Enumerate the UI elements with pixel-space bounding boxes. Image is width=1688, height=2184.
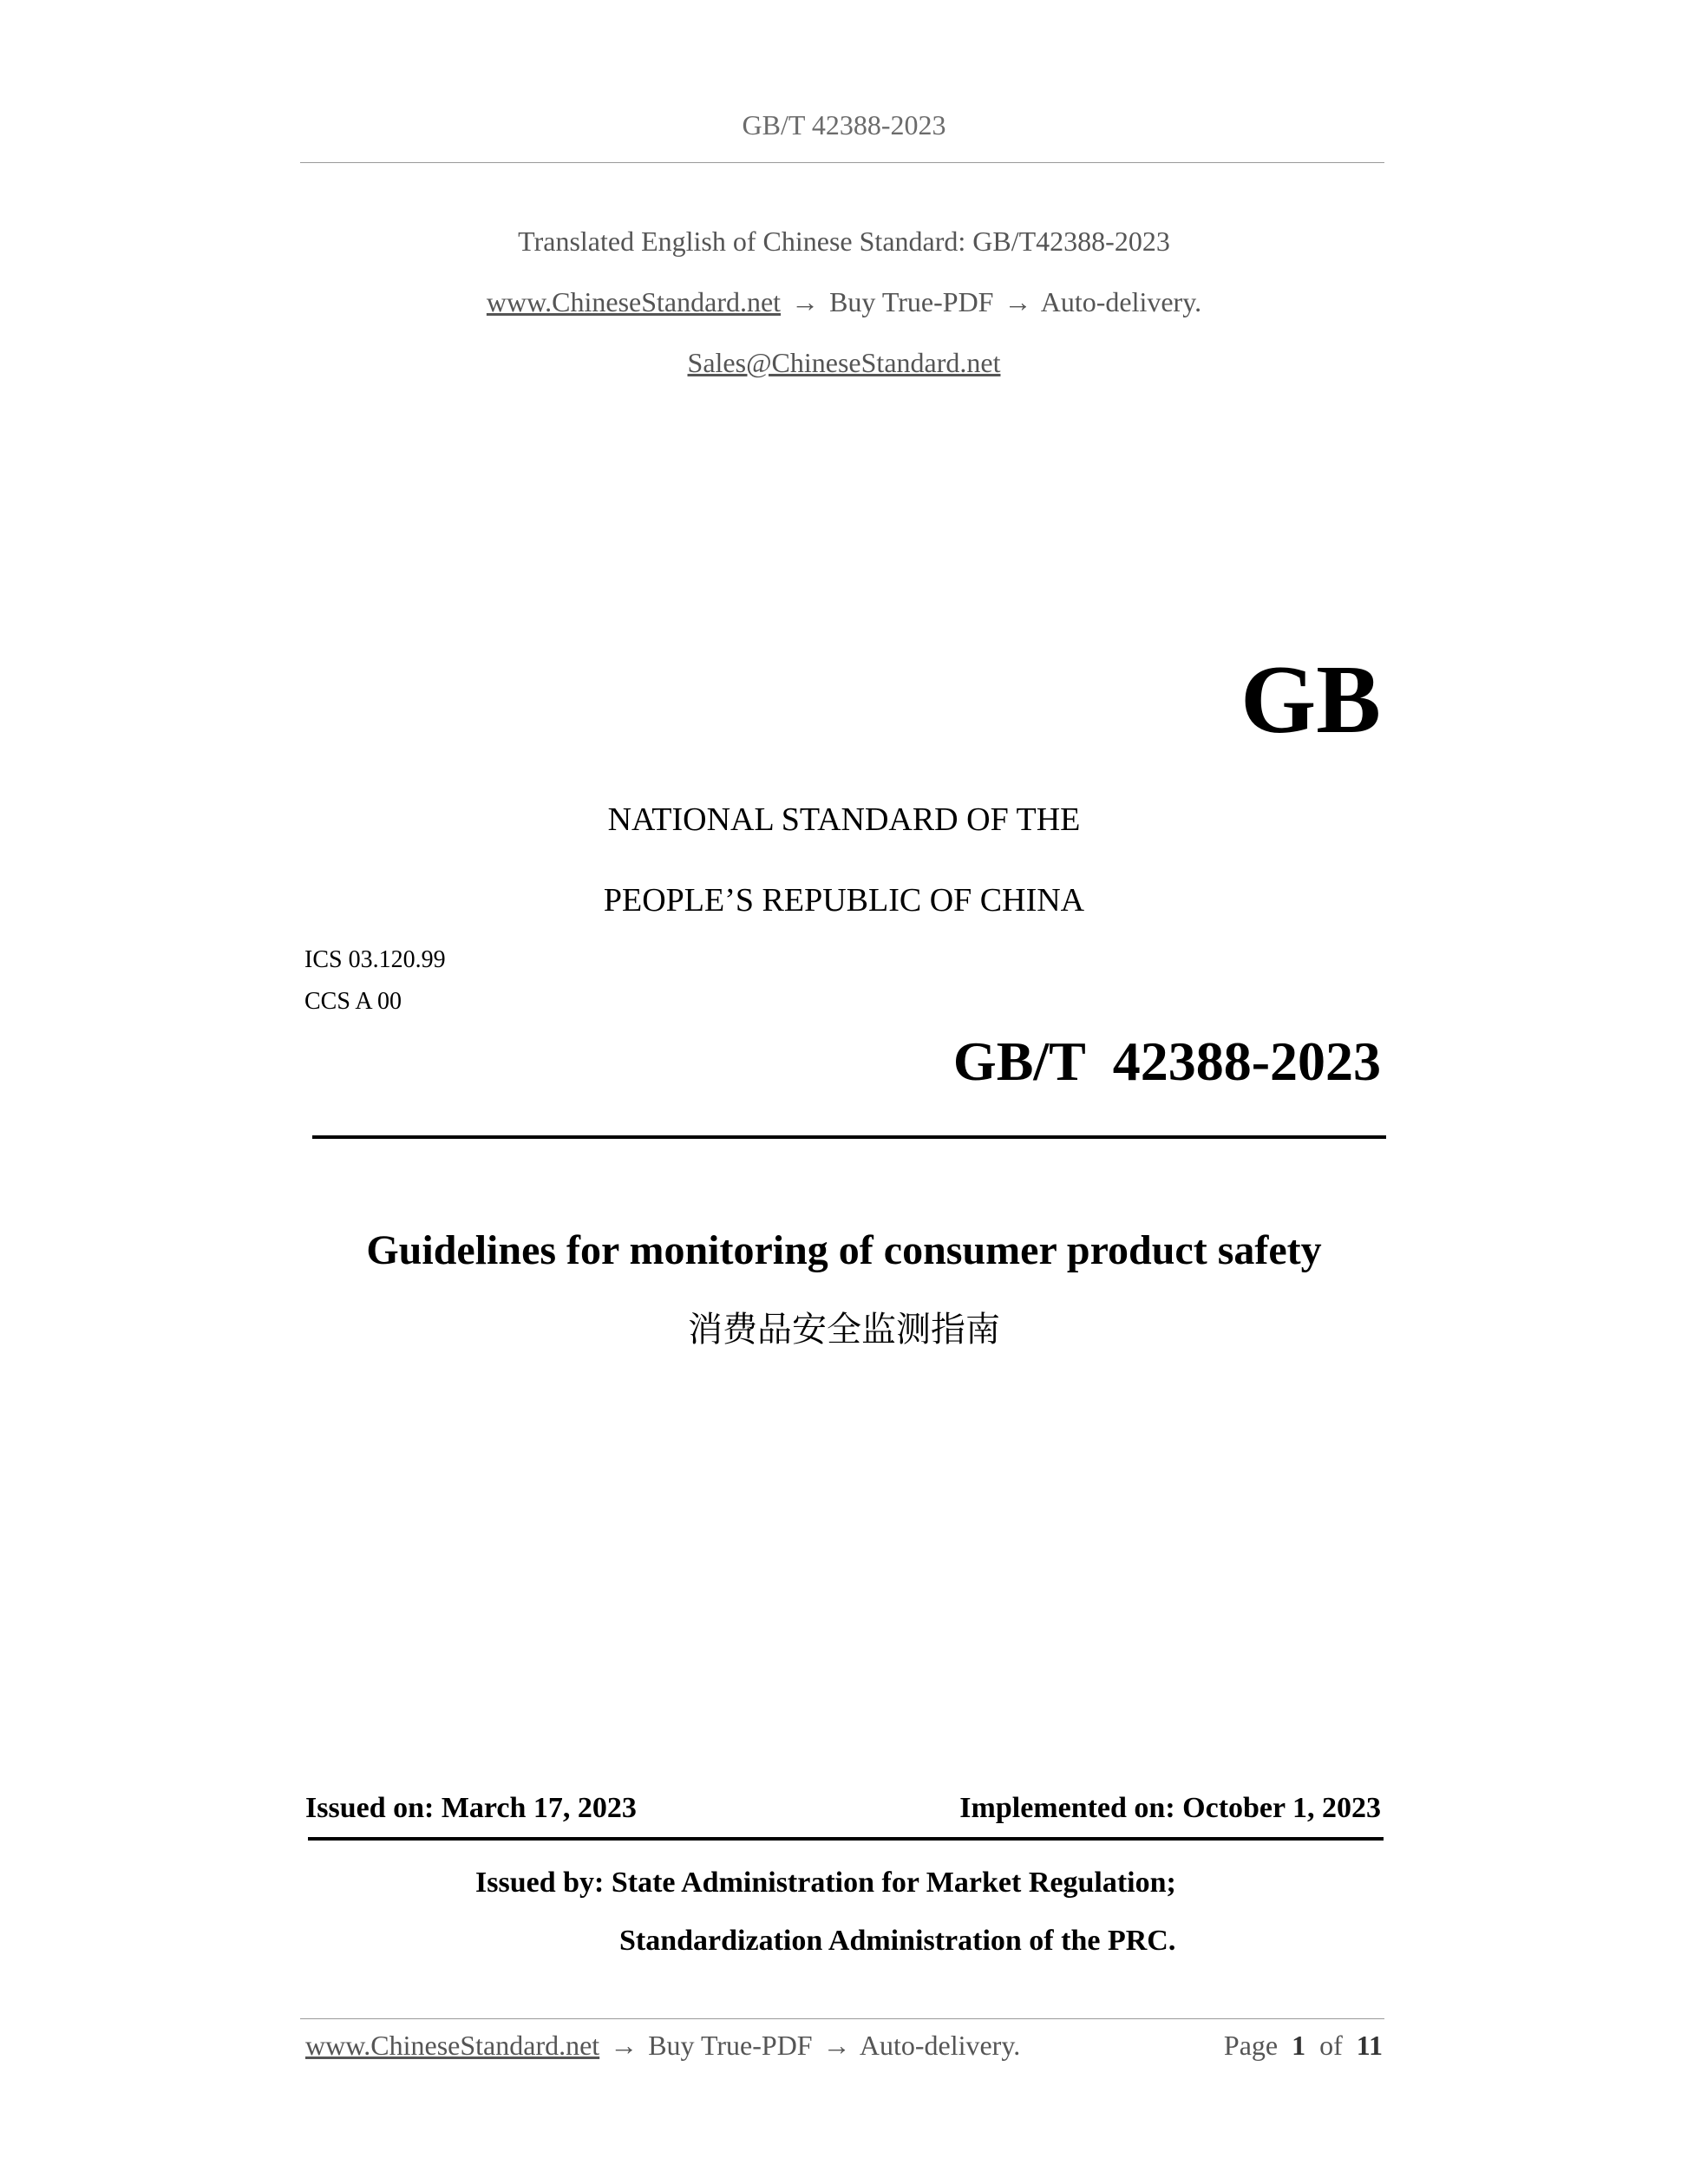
arrow-right-icon: → bbox=[791, 286, 820, 317]
of-label: of bbox=[1319, 2030, 1343, 2061]
footer-site-link[interactable]: www.ChineseStandard.net bbox=[305, 2030, 600, 2061]
translation-notice: Translated English of Chinese Standard: GB/T42388-2023 bbox=[518, 226, 1170, 257]
implemented-on-date: Implemented on: October 1, 2023 bbox=[959, 1792, 1381, 1824]
issued-by-line-2: Standardization Administration of the PRC. bbox=[619, 1925, 1176, 1957]
running-header: GB/T 42388-2023 bbox=[742, 109, 946, 141]
page-total: 11 bbox=[1356, 2030, 1383, 2061]
arrow-right-icon: → bbox=[610, 2030, 638, 2061]
national-standard-line-1: NATIONAL STANDARD OF THE bbox=[607, 801, 1081, 838]
arrow-right-icon: → bbox=[822, 2030, 851, 2061]
page-label: Page bbox=[1223, 2030, 1279, 2061]
gb-mark: GB bbox=[1240, 646, 1381, 754]
footer-divider bbox=[300, 2018, 1384, 2019]
purchase-line bbox=[0, 284, 1688, 319]
national-standard-line-2: PEOPLE’S REPUBLIC OF CHINA bbox=[603, 882, 1085, 919]
title-chinese: 消费品安全监测指南 bbox=[688, 1310, 1000, 1350]
arrow-right-icon: → bbox=[1004, 286, 1032, 317]
email-link[interactable]: Sales@ChineseStandard.net bbox=[687, 347, 1001, 378]
site-link[interactable]: www.ChineseStandard.net bbox=[486, 286, 782, 317]
standard-number: GB/T 42388-2023 bbox=[952, 1030, 1381, 1092]
ics-code: ICS 03.120.99 bbox=[304, 946, 446, 973]
dates-divider bbox=[308, 1837, 1384, 1841]
email-line bbox=[0, 345, 1688, 380]
ccs-code: CCS A 00 bbox=[304, 988, 402, 1015]
footer-auto-delivery-text: Auto-delivery. bbox=[859, 2030, 1021, 2061]
issued-on-date: Issued on: March 17, 2023 bbox=[305, 1792, 637, 1824]
footer-purchase-line bbox=[305, 2028, 1020, 2063]
footer-buy-text: Buy True-PDF bbox=[648, 2030, 813, 2061]
header-divider bbox=[300, 162, 1384, 163]
standard-number-divider bbox=[312, 1135, 1386, 1139]
issued-by-line-1: Issued by: State Administration for Market Regulation; bbox=[475, 1867, 1176, 1899]
auto-delivery-text: Auto-delivery. bbox=[1040, 286, 1202, 317]
page-number: 1 bbox=[1292, 2030, 1306, 2061]
buy-text: Buy True-PDF bbox=[829, 286, 994, 317]
title-english: Guidelines for monitoring of consumer product safety bbox=[366, 1227, 1322, 1273]
page-indicator bbox=[1224, 2028, 1383, 2063]
